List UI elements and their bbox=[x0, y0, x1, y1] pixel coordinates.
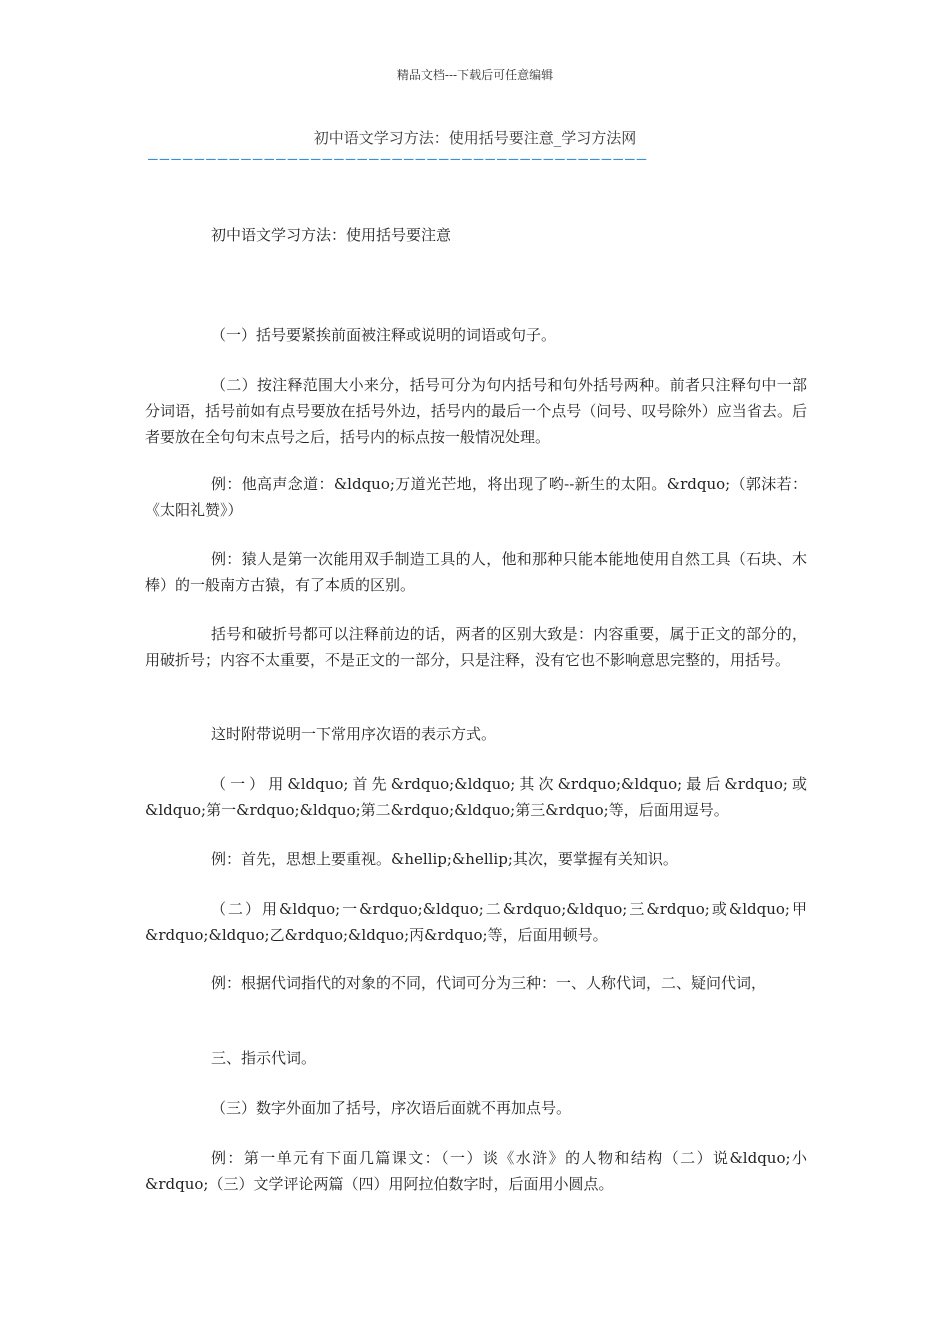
paragraph: （二）用&ldquo;一&rdquo;&ldquo;二&rdquo;&ldquo;三&rdquo;或&ldquo;甲&rdquo;&ldquo;乙&rdquo;&ldquo;丙&rdquo;等，后面用顿号。 bbox=[145, 900, 807, 944]
document-title: 初中语文学习方法：使用括号要注意_学习方法网 bbox=[313, 129, 637, 147]
paragraph: 例：根据代词指代的对象的不同，代词可分为三种：一、人称代词，二、疑问代词， bbox=[211, 974, 767, 992]
paragraph: 例：他高声念道：&ldquo;万道光芒地，将出现了哟--新生的太阳。&rdquo;（郭沫若：《太阳礼赞》） bbox=[145, 475, 807, 519]
title-divider: ——————————————————————————————————————————— bbox=[148, 152, 649, 166]
paragraph: （二）按注释范围大小来分，括号可分为句内括号和句外括号两种。前者只注释句中一部分词语，括号前如有点号要放在括号外边，括号内的最后一个点号（问号、叹号除外）应当省去。后者要放在全句句末点号之后，括号内的标点按一般情况处理。 bbox=[145, 376, 807, 446]
paragraph: 例：首先，思想上要重视。&hellip;&hellip;其次，要掌握有关知识。 bbox=[211, 850, 678, 868]
paragraph: （一）括号要紧挨前面被注释或说明的词语或句子。 bbox=[211, 326, 557, 344]
paragraph: （一）用&ldquo;首先&rdquo;&ldquo;其次&rdquo;&ldquo;最后&rdquo;或&ldquo;第一&rdquo;&ldquo;第二&rdquo;&ldquo;第三&rdquo;等，后面用逗号。 bbox=[145, 775, 807, 819]
paragraph: 括号和破折号都可以注释前边的话，两者的区别大致是：内容重要，属于正文的部分的，用破折号；内容不太重要，不是正文的一部分，只是注释，没有它也不影响意思完整的，用括号。 bbox=[145, 625, 807, 669]
paragraph: 例：第一单元有下面几篇课文：（一）谈《水浒》的人物和结构（二）说&ldquo;小&rdquo;（三）文学评论两篇（四）用阿拉伯数字时，后面用小圆点。 bbox=[145, 1149, 807, 1193]
header-note: 精品文档---下载后可任意编辑 bbox=[396, 68, 554, 82]
paragraph: （三）数字外面加了括号，序次语后面就不再加点号。 bbox=[211, 1099, 572, 1117]
paragraph-heading: 初中语文学习方法：使用括号要注意 bbox=[211, 226, 452, 244]
paragraph: 这时附带说明一下常用序次语的表示方式。 bbox=[211, 725, 497, 743]
paragraph: 三、指示代词。 bbox=[211, 1049, 317, 1067]
paragraph: 例：猿人是第一次能用双手制造工具的人，他和那种只能本能地使用自然工具（石块、木棒）的一般南方古猿，有了本质的区别。 bbox=[145, 550, 807, 594]
